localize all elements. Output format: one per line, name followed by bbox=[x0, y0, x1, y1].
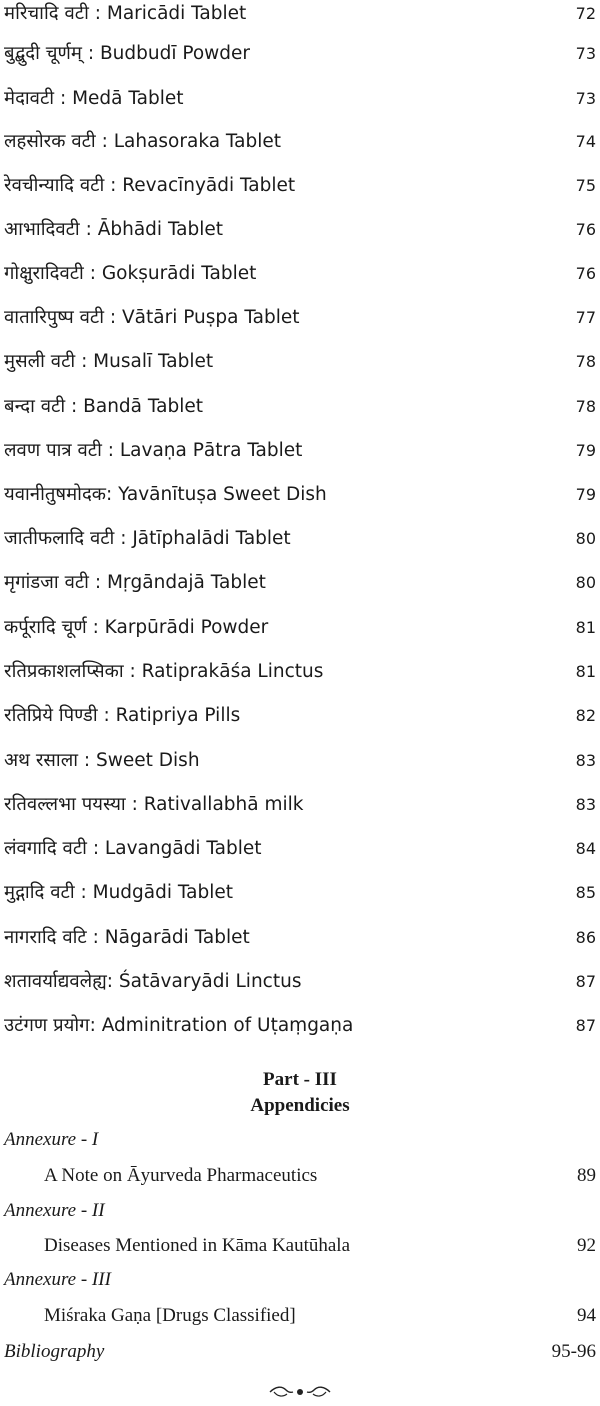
annexure-title: A Note on Āyurveda Pharmaceutics bbox=[44, 1165, 318, 1186]
entry-page: 83 bbox=[575, 795, 596, 814]
entry-title: रतिवल्लभा पयस्या : Rativallabhā milk bbox=[4, 794, 304, 815]
entry-page: 82 bbox=[575, 706, 596, 725]
toc-entry bbox=[4, 660, 596, 684]
entry-title: लवण पात्र वटी : Lavaṇa Pātra Tablet bbox=[4, 440, 303, 461]
toc-entry bbox=[4, 130, 596, 154]
entry-title: गोक्षुरादिवटी : Gokṣurādi Tablet bbox=[4, 263, 257, 284]
entry-title: रतिप्रकाशलप्सिका : Ratiprakāśa Linctus bbox=[4, 661, 324, 682]
annexure-entry bbox=[44, 1164, 596, 1188]
entry-title: शतावर्याद्यवलेह्य: Śatāvaryādi Linctus bbox=[4, 971, 302, 992]
entry-page: 80 bbox=[575, 529, 596, 548]
entry-title: बन्दा वटी : Bandā Tablet bbox=[4, 396, 203, 417]
entry-title: जातीफलादि वटी : Jātīphalādi Tablet bbox=[4, 528, 291, 549]
annexure-page: 94 bbox=[577, 1305, 596, 1326]
annexure-title: Miśraka Gaṇa [Drugs Classified] bbox=[44, 1305, 296, 1326]
entry-page: 78 bbox=[575, 352, 596, 371]
entry-title: मुद्गादि वटी : Mudgādi Tablet bbox=[4, 882, 233, 903]
annexure-label: Annexure - II bbox=[4, 1200, 105, 1221]
entry-title: बुद्बुदी चूर्णम् : Budbudī Powder bbox=[4, 43, 251, 64]
entry-title: मुसली वटी : Musalī Tablet bbox=[4, 351, 214, 372]
entry-page: 81 bbox=[575, 618, 596, 637]
entry-title: यवानीतुषमोदक: Yavānītuṣa Sweet Dish bbox=[4, 484, 327, 505]
toc-entry bbox=[4, 483, 596, 507]
part-subheading: Appendicies bbox=[250, 1095, 350, 1116]
entry-page: 80 bbox=[575, 573, 596, 592]
entry-page: 73 bbox=[575, 89, 596, 108]
entry-title: लंवगादि वटी : Lavangādi Tablet bbox=[4, 838, 262, 859]
entry-title: वातारिपुष्प वटी : Vātāri Puṣpa Tablet bbox=[4, 307, 300, 328]
entry-title: रतिप्रिये पिण्डी : Ratipriya Pills bbox=[4, 705, 241, 726]
entry-title: लहसोरक वटी : Lahasoraka Tablet bbox=[4, 131, 282, 152]
toc-entry bbox=[4, 174, 596, 198]
toc-entry bbox=[4, 793, 596, 817]
annexure-label: Annexure - I bbox=[4, 1129, 99, 1150]
entry-page: 73 bbox=[575, 44, 596, 63]
toc-entry bbox=[4, 837, 596, 861]
entry-title: मृगांडजा वटी : Mṛgāndajā Tablet bbox=[4, 572, 266, 593]
toc-entry bbox=[4, 527, 596, 551]
toc-entry bbox=[4, 926, 596, 950]
toc-entry bbox=[4, 881, 596, 905]
toc-entry bbox=[4, 616, 596, 640]
entry-title: मरिचादि वटी : Maricādi Tablet bbox=[4, 3, 247, 24]
entry-title: नागरादि वटि : Nāgarādi Tablet bbox=[4, 927, 250, 948]
annexure-entry bbox=[44, 1234, 596, 1258]
annexure-page: 92 bbox=[577, 1235, 596, 1256]
toc-entry bbox=[4, 350, 596, 374]
toc-entry bbox=[4, 218, 596, 242]
entry-title: अथ रसाला : Sweet Dish bbox=[4, 750, 200, 771]
entry-page: 87 bbox=[575, 1016, 596, 1035]
entry-title: रेवचीन्यादि वटी : Revacīnyādi Tablet bbox=[4, 175, 296, 196]
entry-title: मेदावटी : Medā Tablet bbox=[4, 88, 184, 109]
bibliography-entry bbox=[4, 1340, 596, 1364]
entry-page: 77 bbox=[575, 308, 596, 327]
entry-page: 72 bbox=[575, 4, 596, 23]
entry-title: उटंगण प्रयोग: Adminitration of Uṭaṃgaṇa bbox=[4, 1015, 354, 1036]
entry-page: 83 bbox=[575, 751, 596, 770]
entry-page: 78 bbox=[575, 397, 596, 416]
toc-entry bbox=[4, 970, 596, 994]
entry-page: 74 bbox=[575, 132, 596, 151]
entry-page: 76 bbox=[575, 220, 596, 239]
entry-title: आभादिवटी : Ābhādi Tablet bbox=[4, 219, 224, 240]
entry-page: 76 bbox=[575, 264, 596, 283]
ornament-divider bbox=[0, 1384, 600, 1400]
entry-page: 87 bbox=[575, 972, 596, 991]
entry-page: 86 bbox=[575, 928, 596, 947]
toc-entry bbox=[4, 42, 596, 66]
entry-page: 85 bbox=[575, 883, 596, 902]
toc-entry bbox=[4, 571, 596, 595]
part-heading: Part - III bbox=[263, 1069, 337, 1090]
bibliography-label: Bibliography bbox=[4, 1341, 105, 1362]
annexure-page: 89 bbox=[577, 1165, 596, 1186]
toc-entry bbox=[4, 2, 596, 26]
flourish-icon bbox=[268, 1384, 332, 1400]
entry-page: 79 bbox=[575, 485, 596, 504]
toc-entry bbox=[4, 1014, 596, 1038]
toc-entry bbox=[4, 749, 596, 773]
entry-page: 81 bbox=[575, 662, 596, 681]
toc-entry bbox=[4, 704, 596, 728]
toc-entry bbox=[4, 87, 596, 111]
toc-entry bbox=[4, 395, 596, 419]
toc-entry bbox=[4, 306, 596, 330]
toc-entry bbox=[4, 439, 596, 463]
entry-page: 79 bbox=[575, 441, 596, 460]
entry-title: कर्पूरादि चूर्ण : Karpūrādi Powder bbox=[4, 617, 269, 638]
annexure-title: Diseases Mentioned in Kāma Kautūhala bbox=[44, 1235, 351, 1256]
bibliography-page: 95-96 bbox=[551, 1341, 596, 1362]
toc-entry bbox=[4, 262, 596, 286]
annexure-entry bbox=[44, 1304, 596, 1328]
entry-page: 84 bbox=[575, 839, 596, 858]
entry-page: 75 bbox=[575, 176, 596, 195]
annexure-label: Annexure - III bbox=[4, 1269, 111, 1290]
